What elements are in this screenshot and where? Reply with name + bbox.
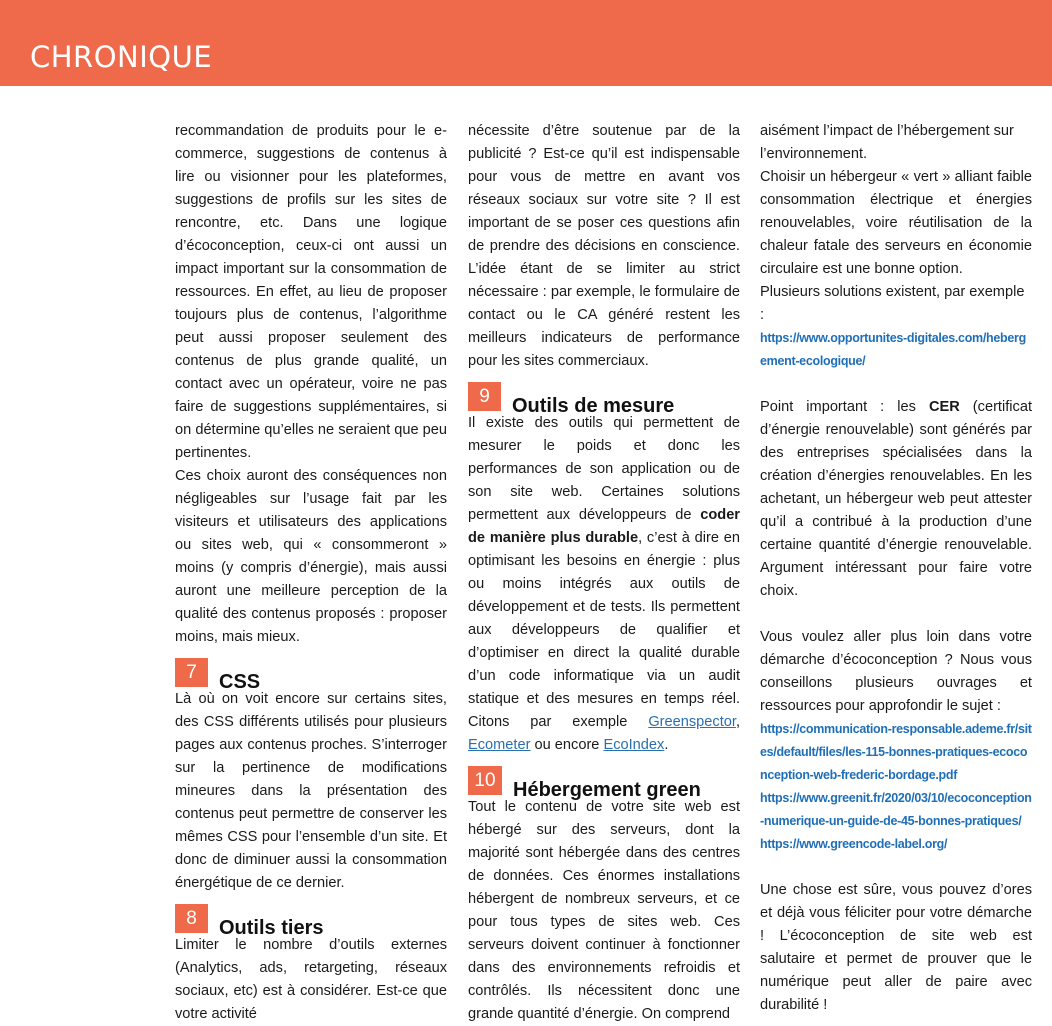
text: Point important : les (760, 399, 929, 415)
spacer (760, 856, 1032, 879)
header-banner (0, 0, 1052, 86)
url-link-greenit[interactable]: https://www.greenit.fr/2020/03/10/ecoconception-numerique-un-guide-de-45-bonnes-pratiques/ (760, 791, 1032, 828)
paragraph (468, 412, 740, 757)
paragraph: Limiter le nombre d’outils externes (Analytics, ads, retargeting, réseaux sociaux, etc) est à considérer. Est-ce que votre activité (175, 937, 447, 1022)
section-number-badge: 10 (468, 766, 502, 795)
text: , c’est à dire en optimisant les besoins en énergie : plus ou moins intégrés aux outils de développement et de tests. Ils permettent aux développeurs de qualifier et d’optimiser en direct la qualité durable d’un code informatique via un audit statique et des mesures en temps réel. Citons par exemple (468, 530, 740, 730)
section-heading-title: Outils tiers (219, 917, 324, 939)
paragraph (760, 396, 1032, 603)
column-1 (175, 120, 447, 1026)
spacer (760, 603, 1032, 626)
text: . (664, 737, 669, 753)
paragraph: Tout le contenu de votre site web est hébergé sur des serveurs, dont la majorité sont hébergée dans des centres de données. Ces énormes installations hébergent de nombreux serveurs, et ce pour tous types de sites web. Ces serveurs doivent continuer à fonctionner dans des environnements refroidis et contrôlés. Ils nécessitent donc une grande quantité d’énergie. On comprend (468, 799, 740, 1022)
text: , (735, 714, 740, 730)
paragraph: aisément l’impact de l’hébergement sur l’environnement. (760, 123, 1014, 162)
section-heading-7 (175, 655, 447, 693)
section-number-badge: 8 (175, 904, 208, 933)
section-heading-9 (468, 379, 740, 417)
section-heading-title: Hébergement green (513, 779, 701, 801)
url-link-greencode[interactable]: https://www.greencode-label.org/ (760, 837, 948, 851)
section-heading-title: Outils de mesure (512, 395, 675, 417)
paragraph: Vous voulez aller plus loin dans votre démarche d’écoconception ? Nous vous conseillons plusieurs ouvrages et ressources pour approfondir le sujet : (760, 629, 1032, 714)
bold-text: coder de manière plus durable (468, 507, 740, 546)
paragraph: nécessite d’être soutenue par de la publicité ? Est-ce qu’il est indispensable pour vous de mettre en avant vos réseaux sociaux sur votre site ? Il est important de se poser ces questions afin de prendre des décisions en conscience. L’idée étant de se limiter au strict nécessaire : par exemple, le formulaire de contact ou le CA généré restent les meilleurs indicateurs de performance pour les sites commerciaux. (468, 123, 740, 369)
column-2 (468, 120, 740, 1026)
section-heading-8 (175, 901, 447, 939)
ecometer-link[interactable]: Ecometer (468, 737, 531, 753)
section-title: CHRONIQUE (30, 40, 213, 74)
paragraph: Là où on voit encore sur certains sites, des CSS différents utilisés pour plusieurs pages aux contenus proches. S’interroger sur la pertinence de modifications mineures dans la présentation des contenus peut permettre de conserver les mêmes CSS pour l’ensemble d’un site. Et donc de diminuer aussi la consommation énergétique de ce dernier. (175, 691, 447, 891)
section-number-badge: 7 (175, 658, 208, 687)
greenspector-link[interactable]: Greenspector (648, 714, 736, 730)
paragraph: Une chose est sûre, vous pouvez d’ores et déjà vous féliciter pour votre démarche ! L’écoconception de site web est salutaire et permet de prouver que le numérique peut aller de paire avec durabilité ! (760, 882, 1032, 1013)
url-link-hebergement-ecologique[interactable]: https://www.opportunites-digitales.com/hebergement-ecologique/ (760, 331, 1026, 368)
section-heading-title: CSS (219, 671, 261, 693)
url-link-ademe-pdf[interactable]: https://communication-responsable.ademe.fr/sites/default/files/les-115-bonnes-pratiques-ecoconception-web-frederic-bordage.pdf (760, 722, 1032, 782)
text: Il existe des outils qui permettent de mesurer le poids et donc les performances de son application ou de son site web. Certaines solutions permettent aux développeurs de (468, 415, 740, 523)
paragraph: Choisir un hébergeur « vert » alliant faible consommation électrique et énergies renouvelables, voire réutilisation de la chaleur fatale des serveurs en économie circulaire est une bonne option. (760, 169, 1032, 277)
text: ou encore (530, 737, 604, 753)
paragraph: Plusieurs solutions existent, par exemple : (760, 284, 1025, 323)
paragraph: Ces choix auront des conséquences non négligeables sur l’usage fait par les visiteurs et utilisateurs des applications ou sites web, qui « consommeront » moins (y compris d’énergie), mais aussi auront une meilleure perception de la qualité des contenus proposés : proposer moins, mais mieux. (175, 468, 447, 645)
section-number-badge: 9 (468, 382, 501, 411)
spacer (760, 373, 1032, 396)
text: (certificat d’énergie renouvelable) sont générés par des entreprises spécialisées dans la création d’énergies renouvelables. En les achetant, un hébergeur web peut attester qu’il a contribué à la production d’une certaine quantité d’énergie renouvelable. Argument intéressant pour faire votre choix. (760, 399, 1032, 599)
section-heading-10 (468, 763, 740, 801)
paragraph: recommandation de produits pour le e-commerce, suggestions de contenus à lire ou visionner pour les plateformes, suggestions de profils sur les sites de rencontre, etc. Dans une logique d’écoconception, ceux-ci ont aussi un impact important sur la consommation de ressources. En effet, au lieu de proposer toujours plus de contenus, l’algorithme peut aussi proposer seulement des contenus de plus grande qualité, un contact avec un opérateur, voire ne pas faire de suggestions supplémentaires, si on détermine qu’elles ne seraient que peu pertinentes. (175, 123, 447, 461)
bold-text: CER (928, 399, 960, 415)
column-3 (760, 120, 1032, 1017)
ecoindex-link[interactable]: EcoIndex (603, 737, 665, 753)
